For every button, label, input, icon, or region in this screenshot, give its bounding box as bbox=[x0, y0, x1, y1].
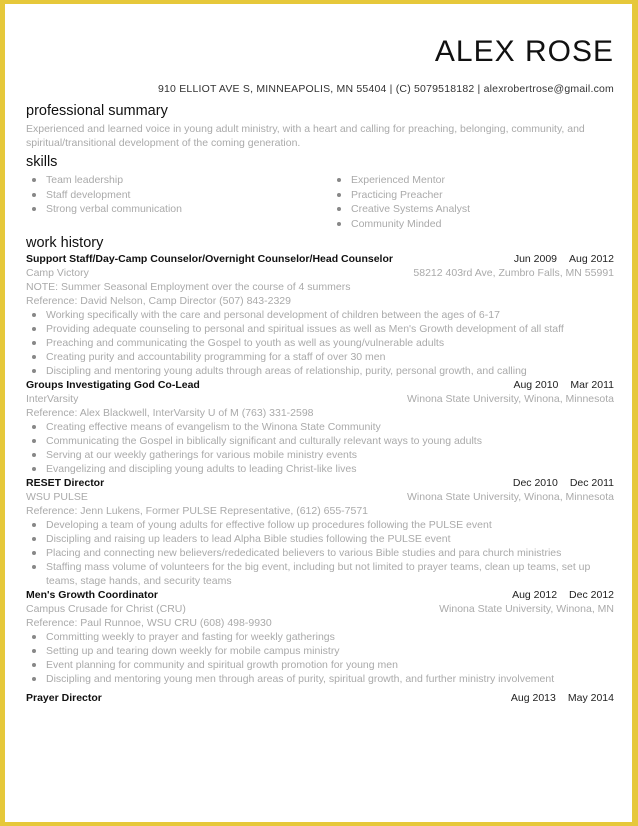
summary-text: Experienced and learned voice in young adult ministry, with a heart and calling for preaching, belonging, community, and spiritual/transitional development of the coming generation. bbox=[26, 123, 585, 149]
skill-item: Strong verbal communication bbox=[32, 202, 337, 217]
job-bullet: Placing and connecting new believers/rededicated believers to various Bible studies and para church ministries bbox=[32, 546, 614, 560]
job-reference: Reference: David Nelson, Camp Director (507) 843-2329 bbox=[26, 295, 291, 307]
job-start: Aug 2013 bbox=[510, 692, 556, 704]
job-header bbox=[26, 378, 614, 392]
frame-border-left bbox=[0, 0, 5, 826]
job-bullet: Committing weekly to prayer and fasting for weekly gatherings bbox=[32, 630, 614, 644]
job-org-row bbox=[26, 490, 614, 504]
job-bullet: Setting up and tearing down weekly for mobile campus ministry bbox=[32, 644, 614, 658]
job-bullet: Communicating the Gospel in biblically significant and culturally relevant ways to young adults bbox=[32, 434, 614, 448]
resume-name: ALEX ROSE bbox=[434, 35, 614, 68]
job-bullet: Staffing mass volume of volunteers for the big event, including but not limited to prayer teams, clean up teams, set up teams, stage hands, and security teams bbox=[32, 560, 614, 588]
job-header bbox=[26, 691, 614, 705]
job-bullets bbox=[26, 630, 614, 686]
job-entry bbox=[26, 252, 614, 378]
job-header bbox=[26, 588, 614, 602]
job-title: Support Staff/Day-Camp Counselor/Overnight Counselor/Head Counselor bbox=[26, 253, 393, 265]
job-bullet: Event planning for community and spiritual growth promotion for young men bbox=[32, 658, 614, 672]
skills-grid bbox=[26, 173, 614, 231]
job-bullets bbox=[26, 518, 614, 588]
skills-heading: skills bbox=[26, 154, 58, 170]
job-org-row bbox=[26, 266, 614, 280]
job-title: Prayer Director bbox=[26, 692, 102, 704]
skill-item: Team leadership bbox=[32, 173, 337, 188]
skill-item: Staff development bbox=[32, 188, 337, 203]
job-bullet: Discipling and mentoring young men through areas of purity, spiritual growth, and further ministry involvement bbox=[32, 672, 614, 686]
job-entry bbox=[26, 476, 614, 588]
job-location: 58212 403rd Ave, Zumbro Falls, MN 55991 bbox=[413, 267, 614, 279]
job-bullet: Discipling and mentoring young adults through areas of relationship, purity, personal growth, and calling bbox=[32, 364, 614, 378]
job-bullet: Providing adequate counseling to personal and spiritual issues as well as Men's Growth development of all staff bbox=[32, 322, 614, 336]
job-entry bbox=[26, 378, 614, 476]
job-note: NOTE: Summer Seasonal Employment over the course of 4 summers bbox=[26, 281, 351, 293]
job-dates bbox=[513, 476, 614, 490]
job-header bbox=[26, 252, 614, 266]
job-reference: Reference: Jenn Lukens, Former PULSE Representative, (612) 655-7571 bbox=[26, 505, 369, 517]
job-org: Campus Crusade for Christ (CRU) bbox=[26, 603, 186, 615]
skill-item: Experienced Mentor bbox=[337, 173, 587, 188]
job-bullet: Discipling and raising up leaders to lead Alpha Bible studies following the PULSE event bbox=[32, 532, 614, 546]
job-end: Dec 2011 bbox=[569, 477, 614, 489]
contact-line: 910 ELLIOT AVE S, MINNEAPOLIS, MN 55404 | (C) 5079518182 | alexrobertrose@gmail.com bbox=[157, 83, 614, 95]
job-org: WSU PULSE bbox=[26, 491, 88, 503]
job-start: Aug 2010 bbox=[513, 379, 559, 391]
job-bullet: Developing a team of young adults for effective follow up procedures following the PULSE event bbox=[32, 518, 614, 532]
job-end: Dec 2012 bbox=[569, 589, 614, 601]
job-org: Camp Victory bbox=[26, 267, 89, 279]
skills-list-right bbox=[337, 173, 587, 231]
job-bullet: Working specifically with the care and personal development of children between the ages of 6-17 bbox=[32, 308, 614, 322]
job-location: Winona State University, Winona, Minnesota bbox=[407, 393, 614, 405]
skills-section bbox=[26, 153, 614, 231]
job-title: RESET Director bbox=[26, 477, 105, 489]
skill-item: Community Minded bbox=[337, 217, 587, 232]
job-title: Men's Growth Coordinator bbox=[26, 589, 158, 601]
skill-item: Creative Systems Analyst bbox=[337, 202, 587, 217]
job-org-row bbox=[26, 602, 614, 616]
job-start: Jun 2009 bbox=[513, 253, 558, 265]
summary-section bbox=[26, 102, 614, 150]
job-entry bbox=[26, 691, 614, 705]
job-bullet: Preaching and communicating the Gospel to youth as well as young/vulnerable adults bbox=[32, 336, 614, 350]
skills-list-left bbox=[26, 173, 337, 231]
job-org: InterVarsity bbox=[26, 393, 79, 405]
job-bullet: Evangelizing and discipling young adults to leading Christ-like lives bbox=[32, 462, 614, 476]
work-history-section bbox=[26, 234, 614, 705]
job-bullets bbox=[26, 420, 614, 476]
job-start: Aug 2012 bbox=[512, 589, 558, 601]
job-end: Aug 2012 bbox=[569, 253, 614, 265]
job-bullet: Creating effective means of evangelism to the Winona State Community bbox=[32, 420, 614, 434]
job-reference: Reference: Alex Blackwell, InterVarsity U of M (763) 331-2598 bbox=[26, 407, 314, 419]
job-reference: Reference: Paul Runnoe, WSU CRU (608) 498-9930 bbox=[26, 617, 272, 629]
summary-heading: professional summary bbox=[26, 103, 168, 119]
job-bullet: Creating purity and accountability programming for a staff of over 30 men bbox=[32, 350, 614, 364]
frame-border-top bbox=[0, 0, 638, 4]
work-history-heading: work history bbox=[26, 235, 104, 251]
job-bullets bbox=[26, 308, 614, 378]
frame-border-right bbox=[632, 0, 638, 826]
job-entry bbox=[26, 588, 614, 686]
job-title: Groups Investigating God Co-Lead bbox=[26, 379, 200, 391]
job-dates bbox=[513, 378, 614, 392]
job-dates bbox=[511, 691, 614, 705]
job-start: Dec 2010 bbox=[512, 477, 558, 489]
skill-item: Practicing Preacher bbox=[337, 188, 587, 203]
resume-page bbox=[26, 34, 614, 705]
job-end: May 2014 bbox=[567, 692, 614, 704]
job-location: Winona State University, Winona, Minnesota bbox=[407, 491, 614, 503]
job-org-row bbox=[26, 392, 614, 406]
job-location: Winona State University, Winona, MN bbox=[439, 603, 614, 615]
job-bullet: Serving at our weekly gatherings for various mobile ministry events bbox=[32, 448, 614, 462]
frame-border-bottom bbox=[0, 822, 638, 826]
job-dates bbox=[514, 252, 614, 266]
job-header bbox=[26, 476, 614, 490]
job-dates bbox=[512, 588, 614, 602]
job-end: Mar 2011 bbox=[570, 379, 614, 391]
